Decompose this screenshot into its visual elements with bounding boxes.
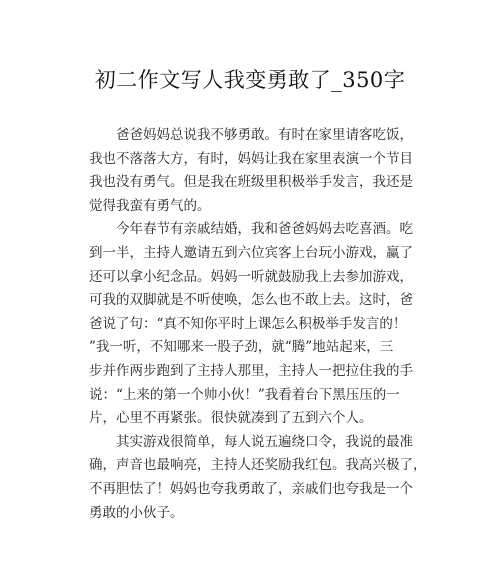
paragraph-2-line-1: 今年春节有亲戚结婚，我和爸爸妈妈去吃喜酒。吃 — [116, 221, 413, 238]
paragraph-3-line-4: 勇敢的小伙子。 — [89, 504, 184, 521]
paragraph-1-line-2: 我也不落落大方，有时，妈妈让我在家里表演一个节目 — [89, 150, 413, 167]
paragraph-2-line-9: 片，心里不再紧张。很快就凑到了五到六个人。 — [89, 410, 373, 427]
paragraph-2-line-5: 爸说了句：“真不知你平时上课怎么积极举手发言的！ — [89, 315, 407, 332]
paragraph-2-line-6: ”我一听，不知哪来一股子劲，就“腾”地站起来，三 — [89, 339, 394, 356]
paragraph-1-line-3: 我也没有勇气。但是我在班级里积极举手发言，我还是 — [89, 174, 413, 191]
paragraph-2-line-8: 说：“上来的第一个帅小伙！”我看着台下黑压压的一 — [89, 386, 400, 403]
document-title: 初二作文写人我变勇敢了_350字 — [94, 68, 406, 92]
paragraph-2-line-2: 到一半，主持人邀请五到六位宾客上台玩小游戏，赢了 — [89, 244, 413, 261]
paragraph-2-line-3: 还可以拿小纪念品。妈妈一听就鼓励我上去参加游戏， — [89, 268, 413, 285]
paragraph-1-line-1: 爸爸妈妈总说我不够勇敢。有时在家里请客吃饭， — [116, 127, 413, 143]
paragraph-3-line-1: 其实游戏很简单，每人说五遍绕口令，我说的最准 — [116, 433, 413, 450]
paragraph-2-line-4: 可我的双脚就是不听使唤，怎么也不敢上去。这时，爸 — [89, 292, 413, 309]
paragraph-3-line-2: 确，声音也最响亮，主持人还奖励我红包。我高兴极了， — [89, 457, 427, 474]
paragraph-3-line-3: 不再胆怯了！妈妈也夸我勇敢了，亲戚们也夸我是一个 — [89, 480, 413, 497]
paragraph-2-line-7: 步并作两步跑到了主持人那里，主持人一把拉住我的手 — [89, 362, 413, 379]
document-body — [89, 124, 429, 525]
paragraph-1-line-4: 觉得我蛮有勇气的。 — [89, 197, 211, 214]
